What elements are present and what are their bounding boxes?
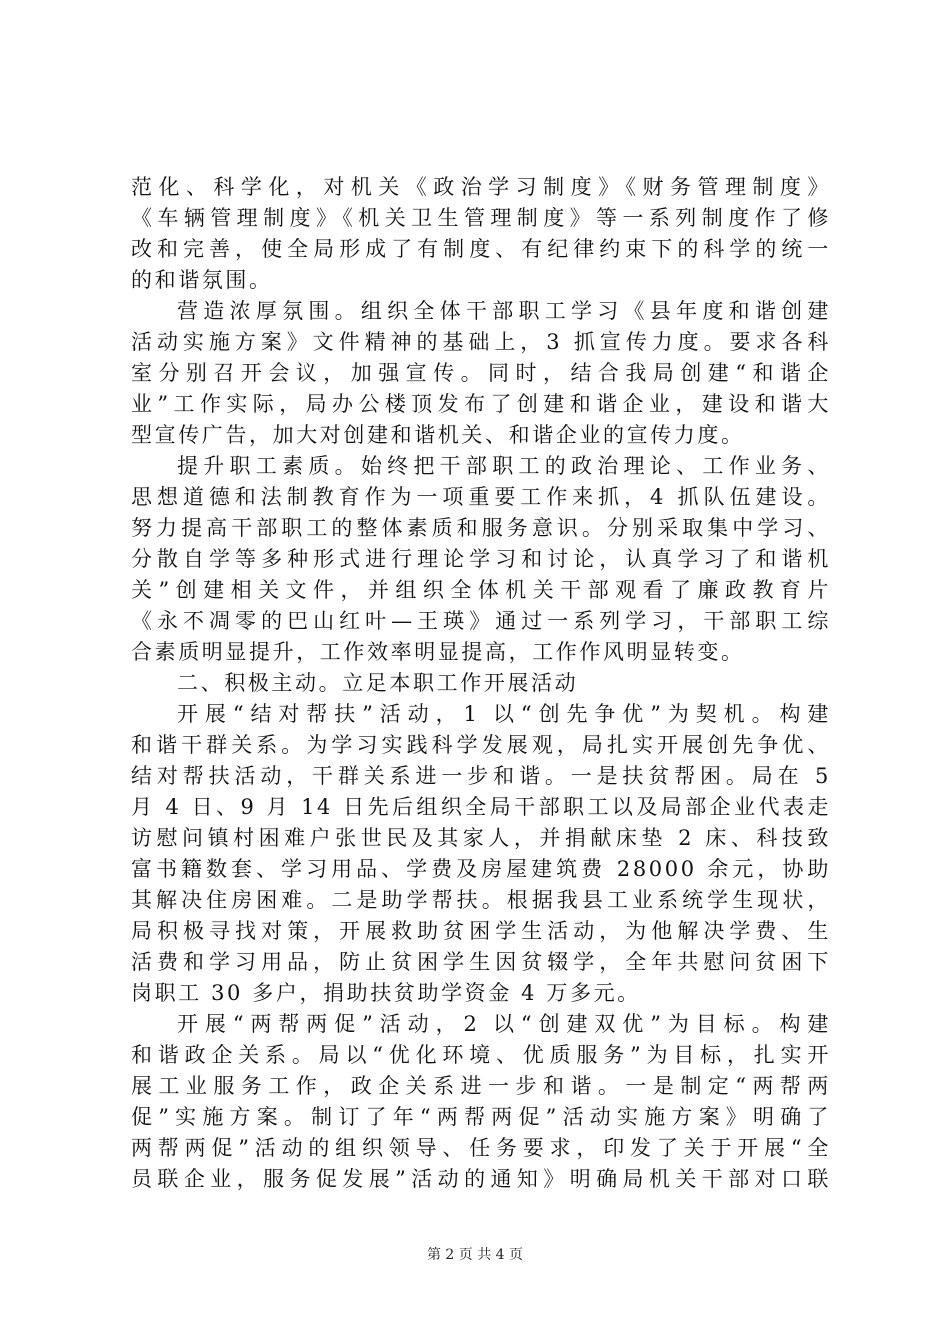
- text-line: 《车辆管理制度》《机关卫生管理制度》等一系列制度作了修: [131, 206, 831, 230]
- text-line: 型宣传广告，加大对创建和谐机关、和谐企业的宣传力度。: [131, 423, 745, 447]
- text-line: 和谐干群关系。为学习实践科学发展观，局扎实开展创先争优、: [131, 733, 831, 757]
- text-line: 改和完善，使全局形成了有制度、有纪律约束下的科学的统一: [131, 237, 831, 261]
- text-line: 关”创建相关文件，并组织全体机关干部观看了廉政教育片: [131, 578, 831, 602]
- text-line: 和谐政企关系。局以“优化环境、优质服务”为目标，扎实开: [131, 1043, 831, 1067]
- paragraph-start-line: 开展“两帮两促”活动，2 以“创建双优”为目标。构建: [177, 1012, 831, 1036]
- document-body: [131, 172, 831, 1195]
- paragraph-start-line: 开展“结对帮扶”活动，1 以“创先争优”为契机。构建: [177, 702, 831, 726]
- text-line: 促”实施方案。制订了年“两帮两促”活动实施方案》明确了: [131, 1105, 831, 1129]
- text-line: 两帮两促”活动的组织领导、任务要求，印发了关于开展“全: [131, 1136, 831, 1160]
- text-line: 分散自学等多种形式进行理论学习和讨论，认真学习了和谐机: [131, 547, 831, 571]
- text-line: 其解决住房困难。二是助学帮扶。根据我县工业系统学生现状，: [131, 888, 831, 912]
- page-number-footer: 第 2 页 共 4 页: [426, 1247, 524, 1263]
- text-line: 展工业服务工作，政企关系进一步和谐。一是制定“两帮两: [131, 1074, 831, 1098]
- text-line: 局积极寻找对策，开展救助贫困学生活动，为他解决学费、生: [131, 919, 831, 943]
- paragraph-start-line: 营造浓厚氛围。组织全体干部职工学习《县年度和谐创建: [177, 299, 831, 323]
- text-line: 业”工作实际，局办公楼顶发布了创建和谐企业，建设和谐大: [131, 392, 831, 416]
- text-line: 室分别召开会议，加强宣传。同时，结合我局创建“和谐企: [131, 361, 831, 385]
- text-line: 范化、科学化，对机关《政治学习制度》《财务管理制度》: [131, 175, 831, 199]
- text-line: 活动实施方案》文件精神的基础上，3 抓宣传力度。要求各科: [131, 330, 831, 354]
- section-heading: 二、积极主动。立足本职工作开展活动: [177, 671, 579, 695]
- text-line: 访慰问镇村困难户张世民及其家人，并捐献床垫 2 床、科技致: [131, 826, 831, 850]
- paragraph-start-line: 提升职工素质。始终把干部职工的政治理论、工作业务、: [177, 454, 831, 478]
- text-line: 富书籍数套、学习用品、学费及房屋建筑费 28000 余元，协助: [131, 857, 831, 881]
- text-line: 员联企业，服务促发展”活动的通知》明确局机关干部对口联: [131, 1167, 831, 1191]
- text-line: 的和谐氛围。: [131, 268, 273, 292]
- text-line: 《永不凋零的巴山红叶—王瑛》通过一系列学习，干部职工综: [131, 609, 831, 633]
- text-line: 活费和学习用品，防止贫困学生因贫辍学，全年共慰问贫困下: [131, 950, 831, 974]
- text-line: 努力提高干部职工的整体素质和服务意识。分别采取集中学习、: [131, 516, 831, 540]
- text-line: 月 4 日、9 月 14 日先后组织全局干部职工以及局部企业代表走: [131, 795, 831, 819]
- text-line: 思想道德和法制教育作为一项重要工作来抓，4 抓队伍建设。: [131, 485, 831, 509]
- text-line: 岗职工 30 多户，捐助扶贫助学资金 4 万多元。: [131, 981, 641, 1005]
- text-line: 结对帮扶活动，干群关系进一步和谐。一是扶贫帮困。局在 5: [131, 764, 831, 788]
- text-line: 合素质明显提升，工作效率明显提高，工作作风明显转变。: [131, 640, 745, 664]
